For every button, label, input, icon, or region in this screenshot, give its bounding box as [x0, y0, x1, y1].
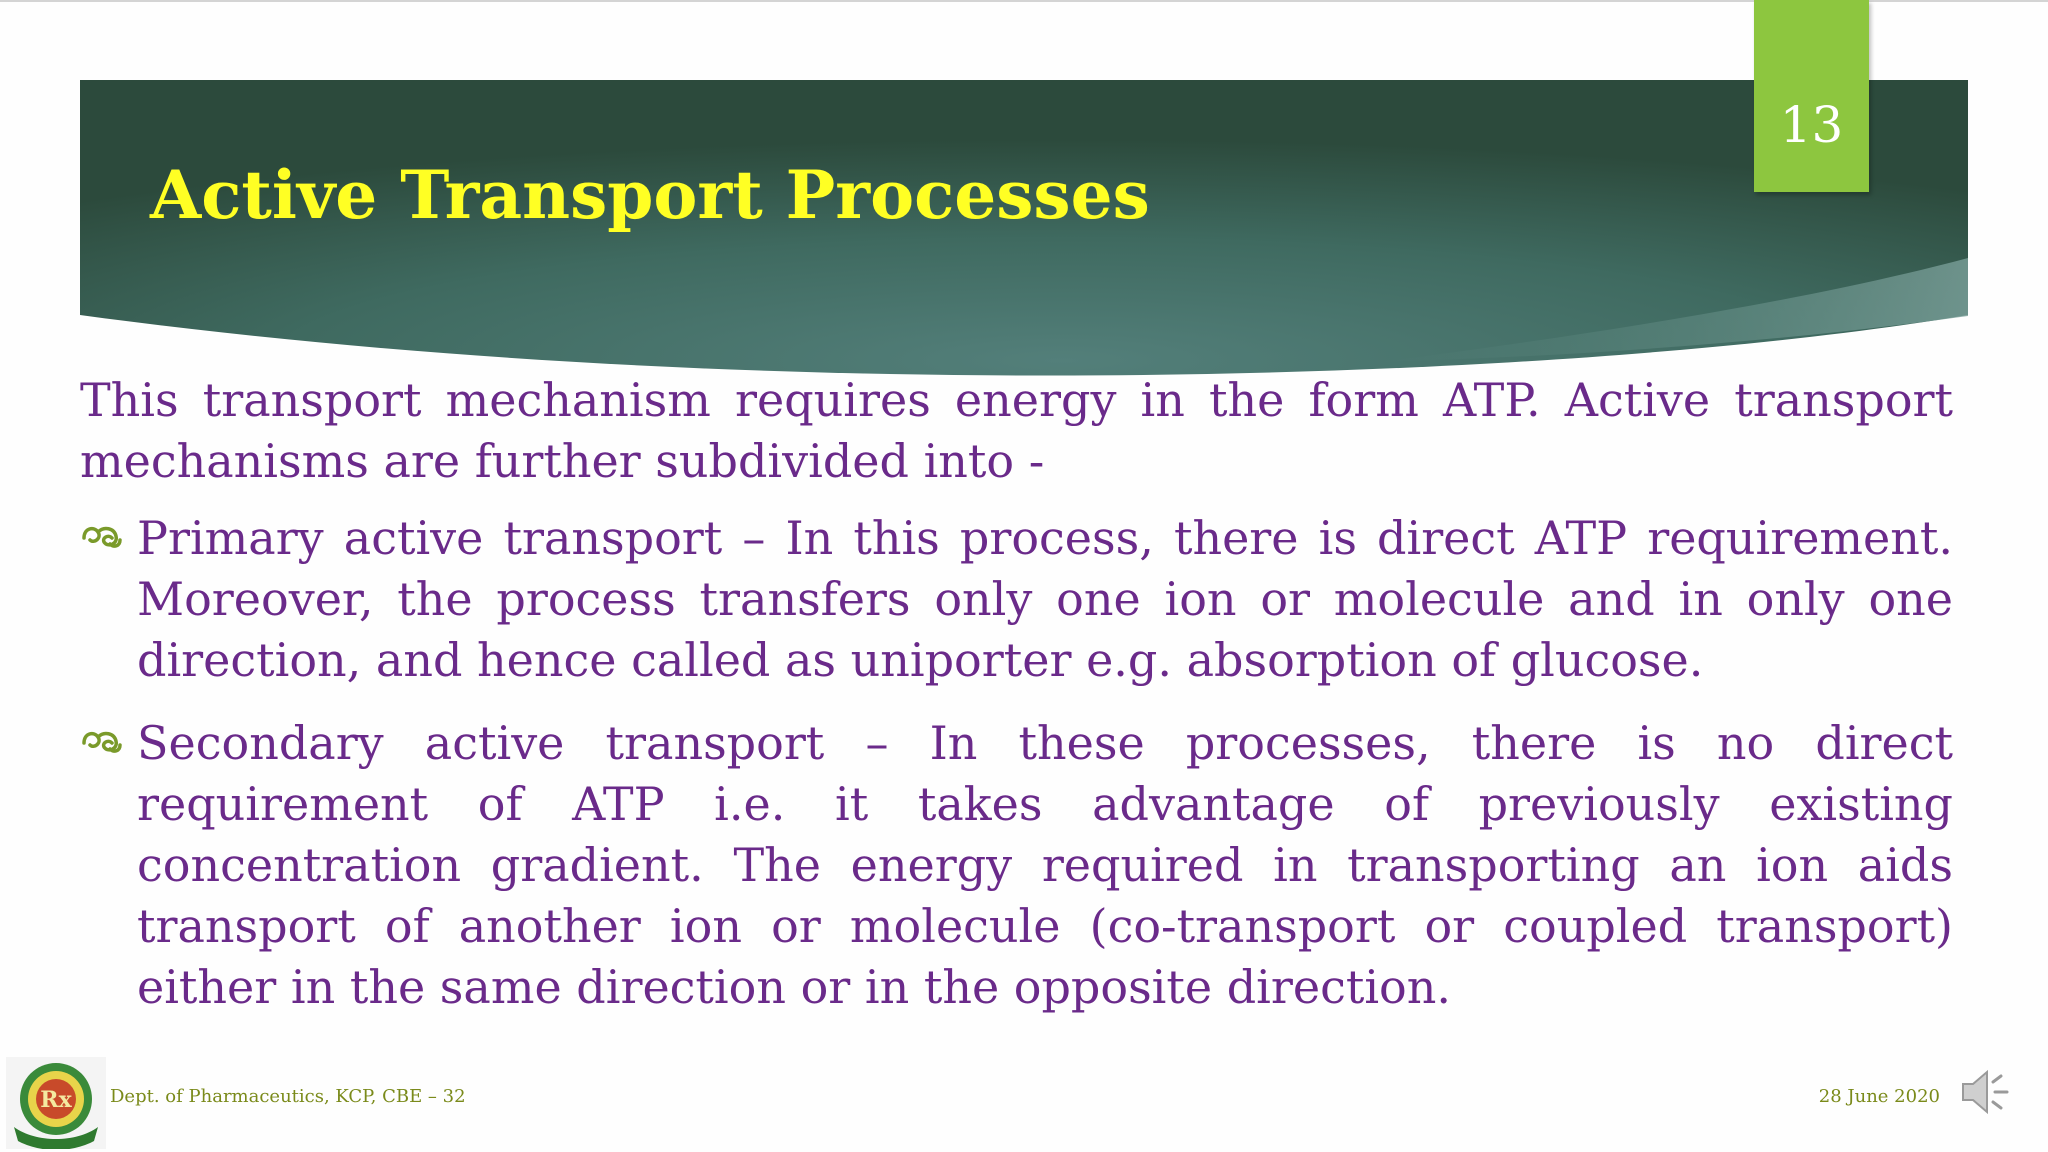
curly-ornament-icon [80, 721, 124, 761]
bullet-item-secondary [80, 713, 1953, 1018]
page-number: 13 [1779, 96, 1844, 154]
bullet-text-primary: Primary active transport – In this process, there is direct ATP requirement. Moreover, the process transfers only one ion or molecule and in only one direction, and hence called as uniporter e.g. absorption of glucose. [137, 511, 1953, 687]
college-emblem-logo [6, 1057, 106, 1149]
footer-department: Dept. of Pharmaceutics, KCP, CBE – 32 [110, 1086, 466, 1107]
slide-title: Active Transport Processes [150, 156, 1150, 234]
bullet-item-primary [80, 508, 1953, 691]
page-number-badge [1754, 0, 1869, 192]
intro-paragraph: This transport mechanism requires energy in the form ATP. Active transport mechanisms are further subdivided into - [80, 373, 1953, 488]
svg-text:Rx: Rx [40, 1087, 72, 1113]
curly-ornament-icon [80, 516, 124, 556]
top-divider [0, 0, 2048, 2]
slide-body [80, 370, 1953, 1040]
footer-date: 28 June 2020 [1818, 1086, 1940, 1107]
bullet-text-secondary: Secondary active transport – In these processes, there is no direct requirement of ATP i.e. it takes advantage of previously existing concentration gradient. The energy required in transporting an ion aids transport of another ion or molecule (co-transport or coupled transport) either in the same direction or in the opposite direction. [137, 716, 1953, 1014]
speaker-icon[interactable] [1957, 1064, 2013, 1120]
